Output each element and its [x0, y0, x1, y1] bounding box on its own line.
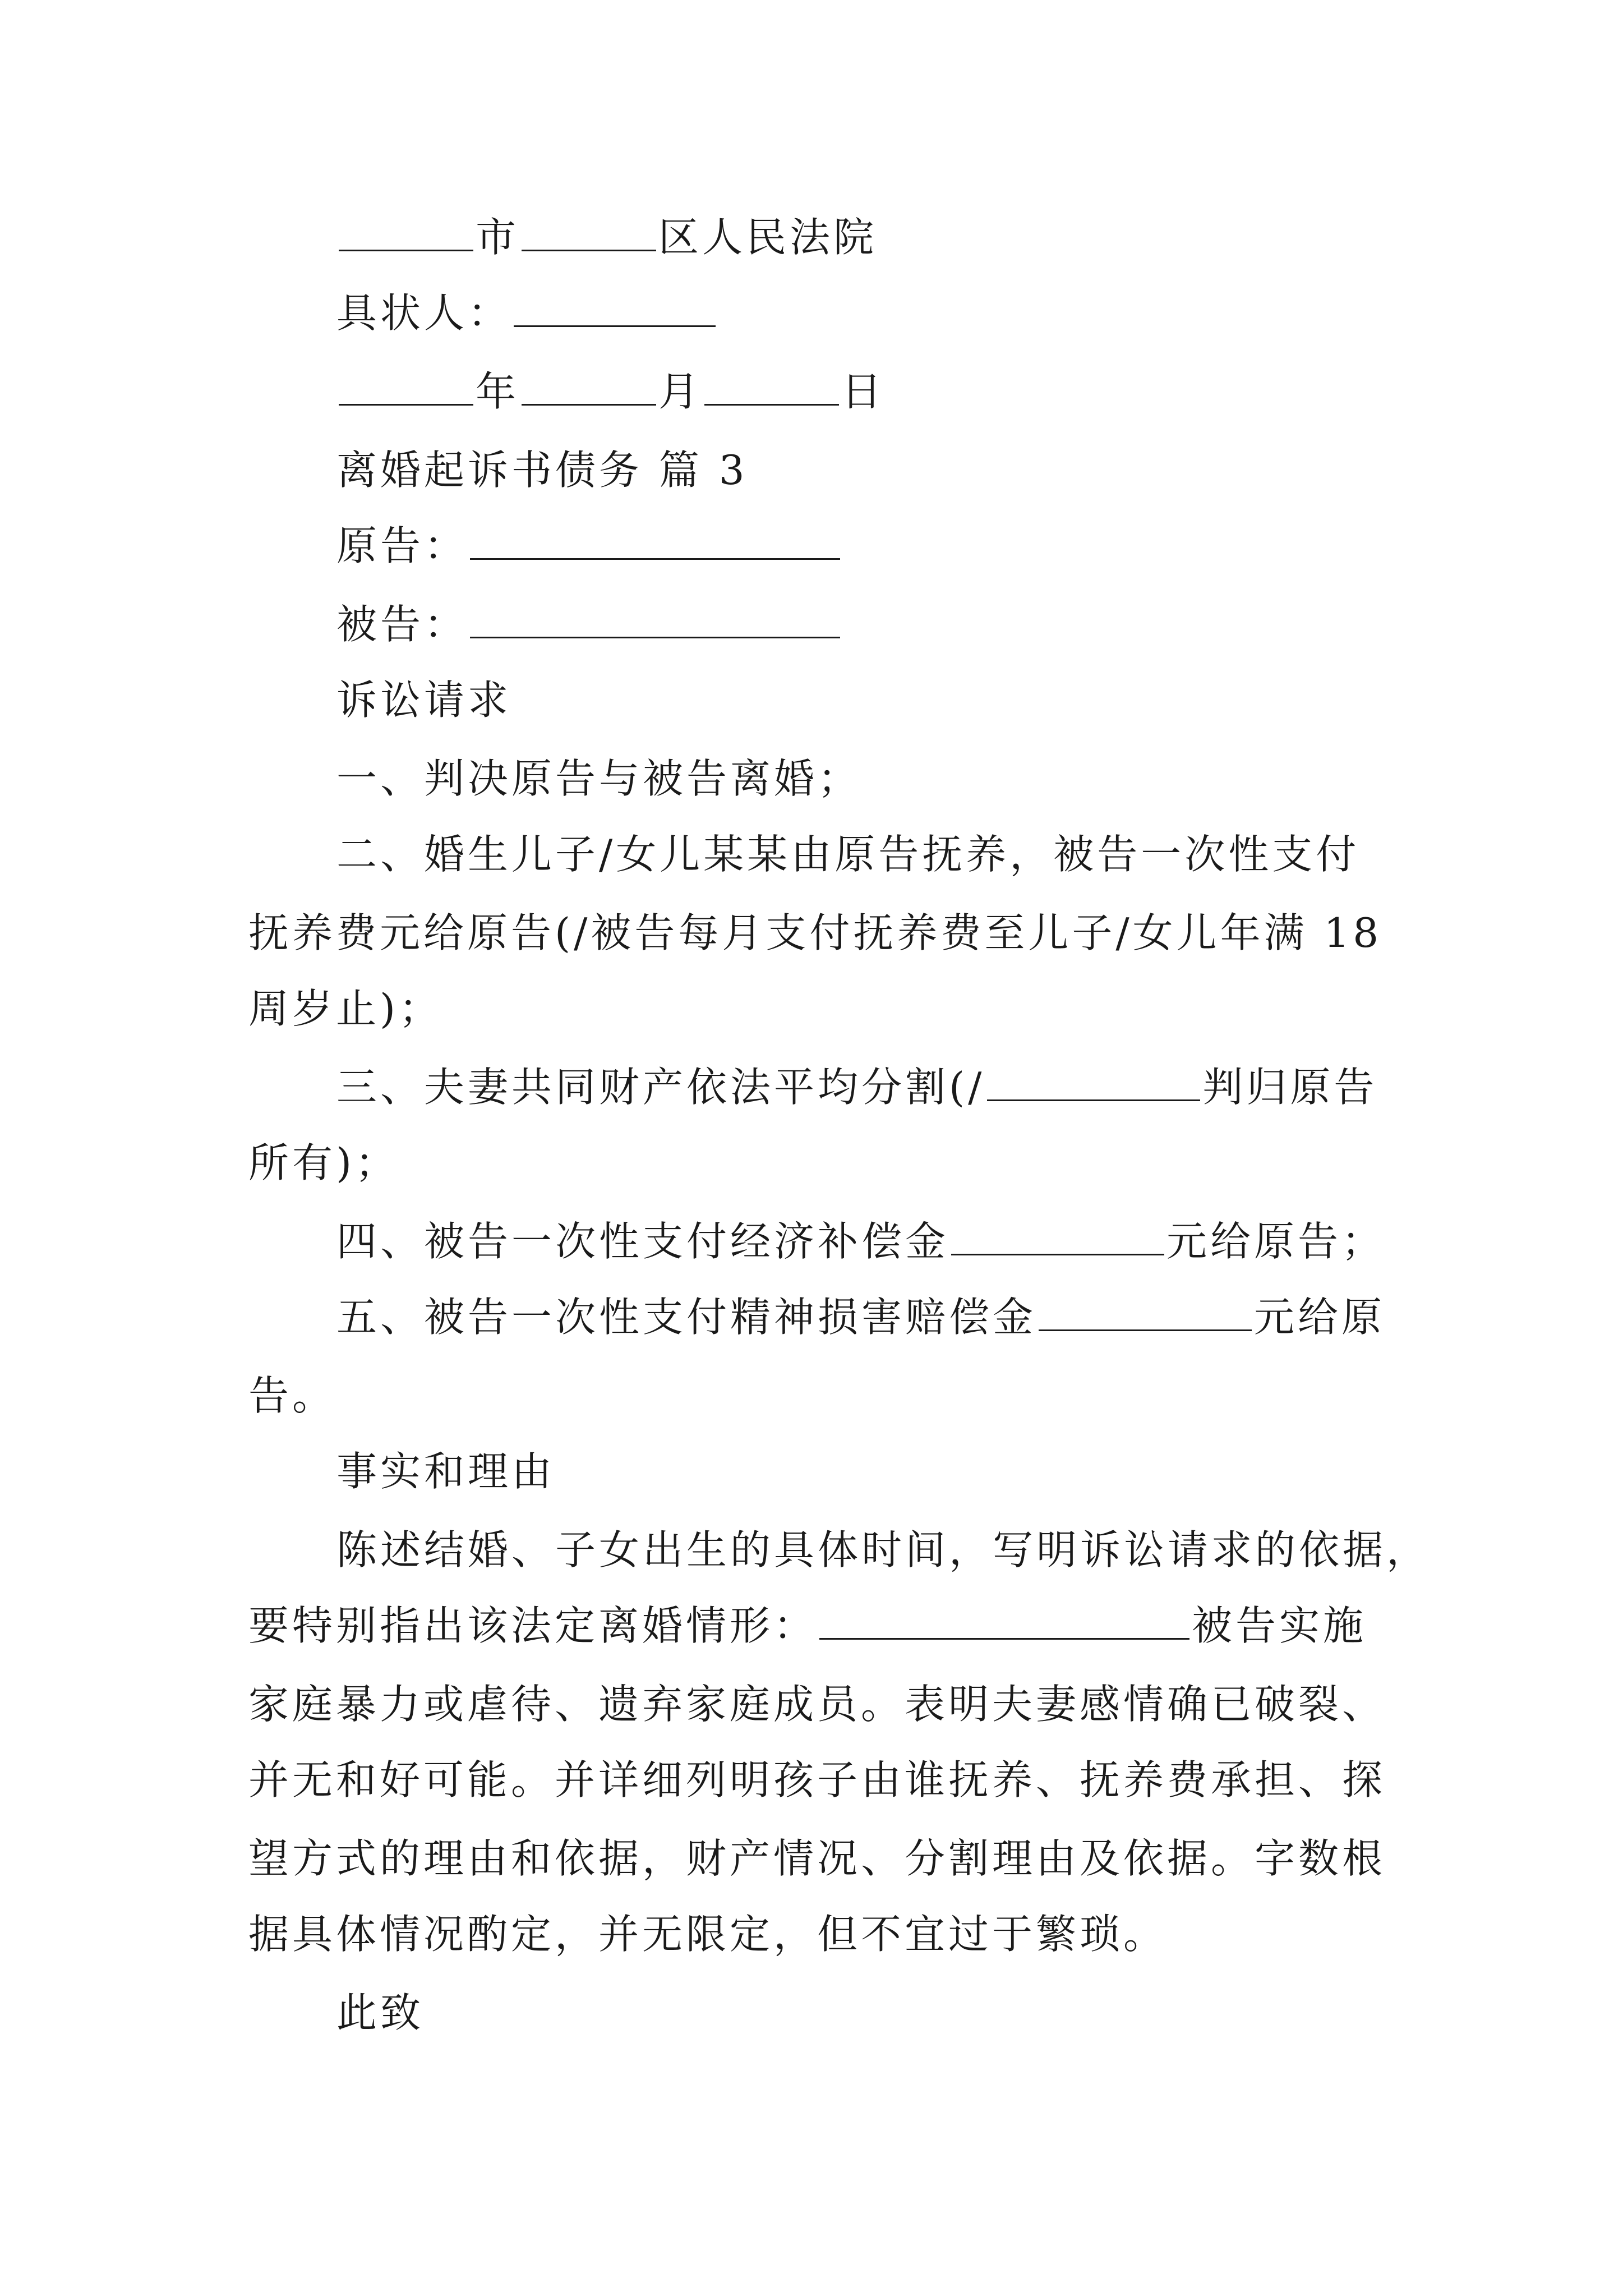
defendant-blank [470, 597, 840, 638]
closing: 此致 [336, 1989, 425, 2036]
month-blank [522, 365, 656, 406]
claims-heading: 诉讼请求 [336, 677, 512, 724]
facts-heading: 事实和理由 [336, 1448, 556, 1495]
claim-item-2-line-2: 抚养费元给原告(/被告每月支付抚养费至儿子/女儿年满 18 [248, 909, 1382, 956]
plaintiff-blank [470, 519, 840, 560]
claim-item-4: 四、被告一次性支付经济补偿金 元给原告； [336, 1214, 1385, 1268]
facts-line-3: 家庭暴力或虐待、遗弃家庭成员。表明夫妻感情确已破裂、 [248, 1681, 1386, 1728]
complainant-blank [514, 286, 716, 327]
property-blank [987, 1060, 1200, 1101]
facts-line-5: 望方式的理由和依据，财产情况、分割理由及依据。字数根 [248, 1835, 1386, 1882]
facts-line-1: 陈述结婚、子女出生的具体时间，写明诉讼请求的依据， [336, 1526, 1431, 1573]
complainant-line: 具状人： [336, 286, 718, 340]
day-blank [704, 365, 839, 406]
section-title: 离婚起诉书债务 篇 3 [336, 447, 748, 494]
claim-item-5-line-2: 告。 [248, 1372, 336, 1419]
court-line: 市 区人民法院 [336, 210, 877, 264]
defendant-line: 被告： [336, 597, 842, 651]
facts-line-4: 并无和好可能。并详细列明孩子由谁抚养、抚养费承担、探 [248, 1756, 1386, 1803]
divorce-ground-blank [819, 1599, 1189, 1640]
district-blank [522, 210, 656, 251]
claim-item-5-line-1: 五、被告一次性支付精神损害赔偿金 元给原 [336, 1290, 1385, 1344]
claim-item-1: 一、判决原告与被告离婚； [336, 755, 862, 802]
damages-blank [1039, 1290, 1252, 1331]
year-blank [339, 365, 473, 406]
compensation-blank [951, 1214, 1164, 1255]
plaintiff-line: 原告： [336, 519, 842, 573]
date-line: 年 月 日 [336, 365, 885, 418]
city-blank [339, 210, 473, 251]
claim-item-2-line-3: 周岁止)； [248, 985, 443, 1032]
claim-item-3-line-2: 所有)； [248, 1139, 399, 1186]
facts-line-6: 据具体情况酌定，并无限定，但不宜过于繁琐。 [248, 1911, 1168, 1958]
facts-line-2: 要特别指出该法定离婚情形： 被告实施 [248, 1599, 1367, 1653]
claim-item-3-line-1: 三、夫妻共同财产依法平均分割(/ 判归原告 [336, 1060, 1377, 1114]
claim-item-2-line-1: 二、婚生儿子/女儿某某由原告抚养，被告一次性支付 [336, 831, 1360, 878]
